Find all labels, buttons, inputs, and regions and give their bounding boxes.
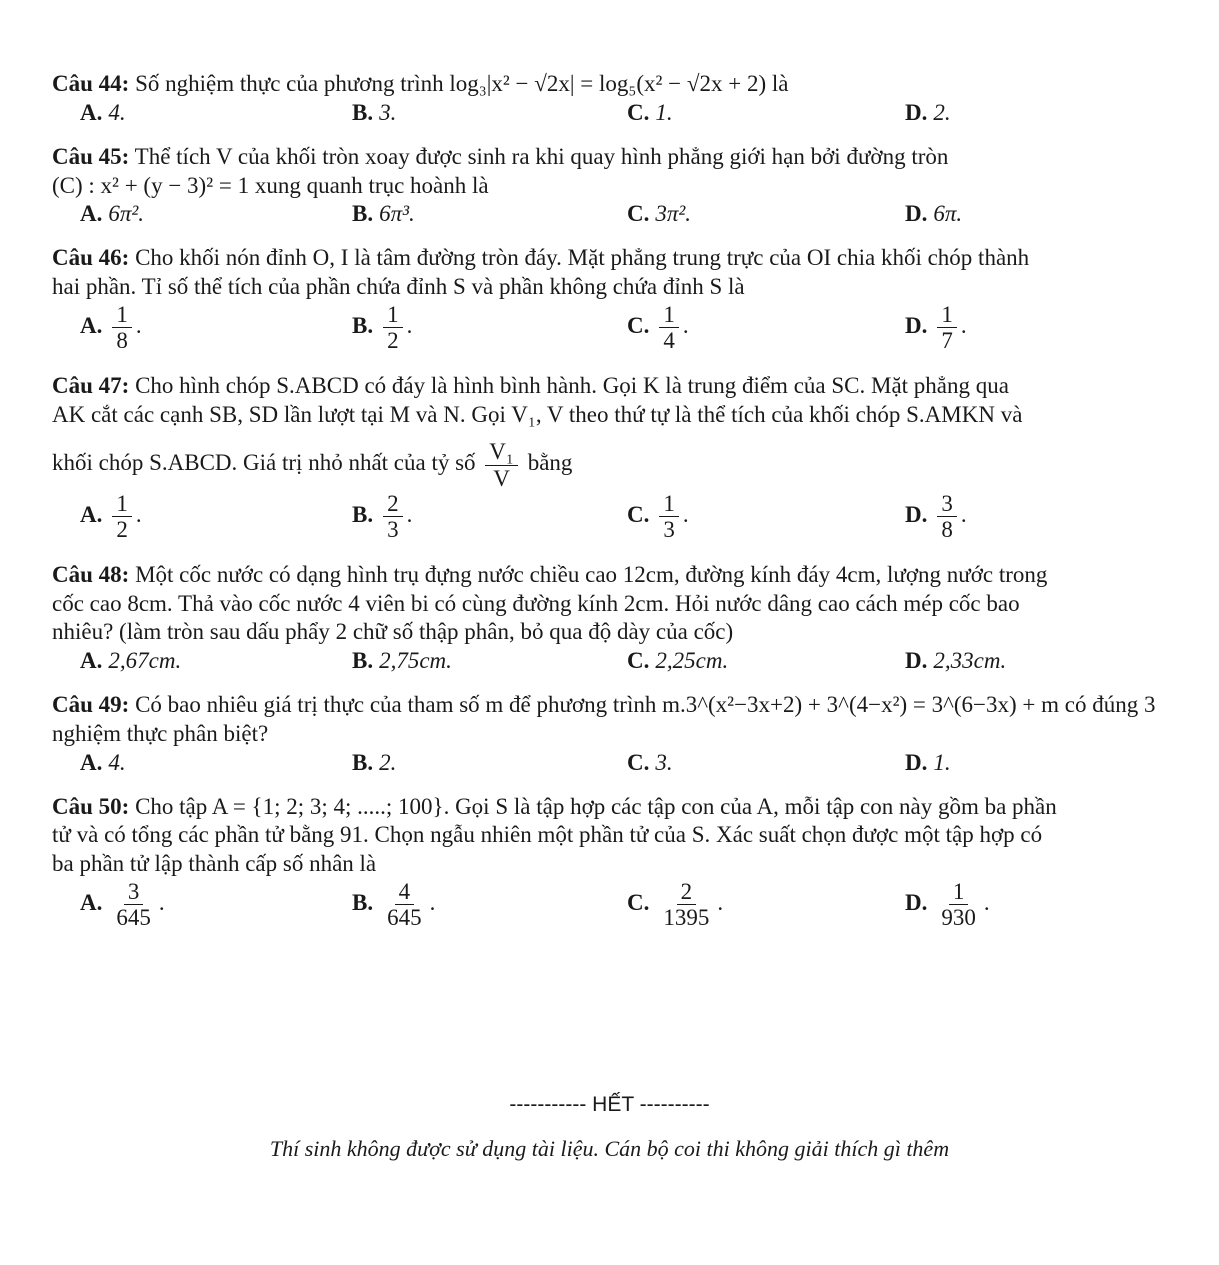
- option-letter: D.: [905, 749, 928, 775]
- fraction-denominator: 8: [941, 517, 953, 543]
- answer-option-b[interactable]: [352, 749, 396, 778]
- question-text: Một cốc nước có dạng hình trụ đựng nước chiều cao 12cm, đường kính đáy 4cm, lượng nước trong: [135, 561, 1048, 587]
- question-text-line: [52, 273, 1192, 302]
- question-text-line: [52, 590, 1192, 619]
- option-letter: C.: [627, 312, 650, 338]
- option-letter: D.: [905, 501, 928, 527]
- option-tail: .: [158, 889, 165, 915]
- question-label: Câu 47:: [52, 372, 130, 398]
- question-text-line: [52, 172, 1192, 201]
- option-text: 6π.: [933, 201, 963, 227]
- answer-option-a[interactable]: [80, 99, 126, 128]
- option-text: 4.: [108, 99, 126, 125]
- option-tail: .: [960, 312, 967, 338]
- question-text-line: [52, 561, 1192, 590]
- answer-option-a[interactable]: [80, 647, 181, 676]
- answer-options: [52, 302, 1192, 372]
- option-text: 6π².: [108, 201, 145, 227]
- option-tail: .: [135, 312, 142, 338]
- option-fraction: [112, 491, 132, 543]
- fraction-denominator: 3: [387, 517, 399, 543]
- question-label: Câu 45:: [52, 143, 130, 169]
- answer-options: [52, 879, 1192, 949]
- answer-option-a[interactable]: [80, 491, 142, 543]
- question-text-line: [52, 618, 1192, 647]
- answer-options: [52, 99, 1192, 143]
- question-text: tử và có tổng các phần tử bằng 91. Chọn ngẫu nhiên một phần tử của S. Xác suất chọn được một tập hợp có: [52, 822, 1043, 848]
- option-letter: B.: [352, 99, 374, 125]
- question-text: hai phần. Tỉ số thể tích của phần chứa đỉnh S và phần không chứa đỉnh S là: [52, 274, 745, 299]
- question-text-line: [52, 372, 1192, 401]
- question-text: (C) : x² + (y − 3)² = 1 xung quanh trục hoành là: [52, 172, 489, 198]
- option-text: 1.: [655, 99, 673, 125]
- fraction-numerator: 2: [677, 879, 697, 905]
- fraction-numerator: 1: [937, 302, 957, 328]
- question-text-line: [52, 793, 1192, 822]
- answer-option-c[interactable]: [627, 302, 689, 354]
- fraction-numerator: 1: [383, 302, 403, 328]
- option-text: 1.: [933, 749, 951, 775]
- option-text: 2,75cm.: [379, 648, 452, 674]
- option-text: 3.: [655, 749, 673, 775]
- option-text: 2,25cm.: [655, 648, 729, 674]
- option-fraction: [383, 302, 403, 354]
- question-text: nhiêu? (làm tròn sau dấu phẩy 2 chữ số thập phân, bỏ qua độ dày của cốc): [52, 619, 734, 645]
- answer-option-a[interactable]: [80, 749, 126, 778]
- fraction-numerator: 3: [937, 491, 957, 517]
- option-letter: C.: [627, 648, 650, 674]
- option-letter: C.: [627, 749, 650, 775]
- question-text: khối chóp S.ABCD. Giá trị nhỏ nhất của tỷ số: [52, 450, 476, 476]
- answer-option-d[interactable]: [905, 749, 951, 778]
- question-text: AK cắt các cạnh SB, SD lần lượt tại M và N. Gọi V₁, V theo thứ tự là thể tích của khối chóp S.AMKN và: [52, 401, 1023, 427]
- option-text: 4.: [108, 749, 126, 775]
- answer-option-d[interactable]: [905, 491, 967, 543]
- question-text-line: [52, 439, 1192, 491]
- option-text: 2,67cm.: [108, 648, 182, 674]
- answer-options: [52, 749, 1192, 793]
- option-fraction: [112, 302, 132, 354]
- fraction-denominator: 2: [116, 517, 128, 543]
- answer-option-b[interactable]: [352, 491, 412, 543]
- option-tail: .: [682, 501, 689, 527]
- question-text-line: [52, 850, 1192, 879]
- fraction-denominator: 2: [387, 328, 399, 354]
- fraction-denominator: 3: [663, 517, 675, 543]
- option-letter: C.: [627, 889, 650, 915]
- exam-page: [52, 70, 1192, 949]
- question-text-line: [52, 401, 1192, 430]
- answer-options: [52, 647, 1192, 691]
- question-text-line: [52, 821, 1192, 850]
- option-letter: B.: [352, 749, 374, 775]
- fraction-denominator: 8: [116, 328, 128, 354]
- question-50: [52, 793, 1192, 949]
- fraction-denominator: 645: [387, 905, 422, 931]
- option-text: 6π³.: [379, 201, 415, 227]
- option-letter: B.: [352, 312, 374, 338]
- option-text: 2,33cm.: [933, 648, 1007, 674]
- fraction-denominator: V: [493, 465, 510, 491]
- question-text: Cho hình chóp S.ABCD có đáy là hình bình hành. Gọi K là trung điểm của SC. Mặt phẳng qua: [135, 372, 1009, 398]
- answer-option-b[interactable]: [352, 879, 435, 931]
- option-letter: A.: [80, 501, 103, 527]
- option-fraction: [659, 879, 713, 931]
- fraction-denominator: 1395: [663, 905, 710, 931]
- answer-option-d[interactable]: [905, 200, 962, 229]
- option-letter: C.: [627, 501, 650, 527]
- fraction-numerator: 1: [949, 879, 969, 905]
- option-letter: D.: [905, 648, 928, 674]
- question-text: Có bao nhiêu giá trị thực của tham số m để phương trình m.3^(x²−3x+2) + 3^(4−x²) = 3^(6−3x) + m có đúng 3: [135, 692, 1156, 718]
- answer-option-d[interactable]: [905, 647, 1006, 676]
- option-letter: A.: [80, 749, 103, 775]
- option-fraction: [383, 879, 426, 931]
- option-letter: D.: [905, 201, 928, 227]
- footer-note: Thí sinh không được sử dụng tài liệu. Cán bộ coi thi không giải thích gì thêm: [269, 1136, 950, 1161]
- option-tail: .: [406, 312, 413, 338]
- question-44: [52, 70, 1192, 143]
- fraction-numerator: 3: [124, 879, 144, 905]
- ratio-fraction: [485, 439, 518, 491]
- option-text: 2.: [933, 99, 951, 125]
- option-text: 2.: [379, 749, 397, 775]
- option-tail: .: [682, 312, 689, 338]
- answer-option-b[interactable]: [352, 647, 452, 676]
- option-fraction: [112, 879, 155, 931]
- answer-options: [52, 200, 1192, 244]
- answer-option-a[interactable]: [80, 302, 142, 354]
- option-letter: D.: [905, 99, 928, 125]
- question-label: Câu 44:: [52, 71, 130, 96]
- option-letter: B.: [352, 648, 374, 674]
- question-label: Câu 48:: [52, 561, 130, 587]
- fraction-numerator: V₁: [485, 439, 518, 465]
- question-47: [52, 372, 1192, 561]
- fraction-denominator: 645: [116, 905, 151, 931]
- option-fraction: [937, 879, 980, 931]
- question-text: Số nghiệm thực của phương trình log₃|x² − √2x| = log₅(x² − √2x + 2) là: [135, 71, 789, 96]
- question-text-line: [52, 143, 1192, 172]
- fraction-numerator: 1: [659, 491, 679, 517]
- option-letter: D.: [905, 889, 928, 915]
- question-text: nghiệm thực phân biệt?: [52, 720, 269, 746]
- fraction-numerator: 1: [112, 491, 132, 517]
- fraction-numerator: 2: [383, 491, 403, 517]
- question-text: ba phần tử lập thành cấp số nhân là: [52, 851, 377, 877]
- option-text: 3.: [379, 99, 397, 125]
- answer-option-b[interactable]: [352, 200, 415, 229]
- option-letter: B.: [352, 501, 374, 527]
- question-text: Cho khối nón đỉnh O, I là tâm đường tròn đáy. Mặt phẳng trung trực của OI chia khối chóp thành: [135, 245, 1030, 271]
- question-text-line: [52, 691, 1192, 720]
- answer-option-a[interactable]: [80, 879, 165, 931]
- question-text: Cho tập A = {1; 2; 3; 4; .....; 100}. Gọi S là tập hợp các tập con của A, mỗi tập con này gồm ba phần: [135, 793, 1057, 819]
- answer-option-c[interactable]: [627, 749, 673, 778]
- option-fraction: [659, 302, 679, 354]
- question-45: [52, 143, 1192, 245]
- fraction-numerator: 1: [659, 302, 679, 328]
- answer-option-b[interactable]: [352, 302, 412, 354]
- option-tail: .: [960, 501, 967, 527]
- option-letter: A.: [80, 648, 103, 674]
- answer-option-a[interactable]: [80, 200, 144, 229]
- answer-option-c[interactable]: [627, 879, 723, 931]
- answer-option-d[interactable]: [905, 879, 990, 931]
- option-letter: A.: [80, 201, 103, 227]
- question-49: [52, 691, 1192, 793]
- option-tail: .: [429, 889, 436, 915]
- question-48: [52, 561, 1192, 691]
- question-text: Thể tích V của khối tròn xoay được sinh ra khi quay hình phẳng giới hạn bởi đường tròn: [134, 143, 949, 169]
- answer-options: [52, 491, 1192, 561]
- option-letter: B.: [352, 201, 374, 227]
- option-letter: A.: [80, 99, 103, 125]
- question-text-line: [52, 244, 1192, 273]
- answer-option-c[interactable]: [627, 491, 689, 543]
- question-text: cốc cao 8cm. Thả vào cốc nước 4 viên bi có cùng đường kính 2cm. Hỏi nước dâng cao cách mép cốc bao: [52, 590, 1020, 616]
- option-fraction: [659, 491, 679, 543]
- question-text-line: [52, 70, 1192, 99]
- option-tail: .: [406, 501, 413, 527]
- question-text-line: [52, 720, 1192, 749]
- ratio-tail: bằng: [527, 450, 573, 476]
- option-tail: .: [983, 889, 990, 915]
- fraction-denominator: 4: [663, 328, 675, 354]
- answer-option-d[interactable]: [905, 302, 967, 354]
- option-fraction: [937, 491, 957, 543]
- option-letter: A.: [80, 889, 103, 915]
- answer-option-d[interactable]: [905, 99, 951, 128]
- option-fraction: [383, 491, 403, 543]
- question-label: Câu 50:: [52, 793, 130, 819]
- fraction-numerator: 1: [112, 302, 132, 328]
- option-fraction: [937, 302, 957, 354]
- option-letter: D.: [905, 312, 928, 338]
- fraction-numerator: 4: [395, 879, 415, 905]
- question-46: [52, 244, 1192, 372]
- option-tail: .: [135, 501, 142, 527]
- question-label: Câu 46:: [52, 245, 130, 271]
- option-letter: C.: [627, 201, 650, 227]
- option-letter: C.: [627, 99, 650, 125]
- answer-option-c[interactable]: [627, 200, 691, 229]
- option-letter: A.: [80, 312, 103, 338]
- fraction-denominator: 7: [941, 328, 953, 354]
- answer-option-c[interactable]: [627, 99, 673, 128]
- answer-option-b[interactable]: [352, 99, 396, 128]
- option-tail: .: [717, 889, 724, 915]
- fraction-denominator: 930: [941, 905, 976, 931]
- end-marker: ----------- HẾT ----------: [509, 1093, 710, 1116]
- answer-option-c[interactable]: [627, 647, 728, 676]
- option-text: 3π².: [655, 201, 692, 227]
- option-letter: B.: [352, 889, 374, 915]
- question-label: Câu 49:: [52, 692, 130, 718]
